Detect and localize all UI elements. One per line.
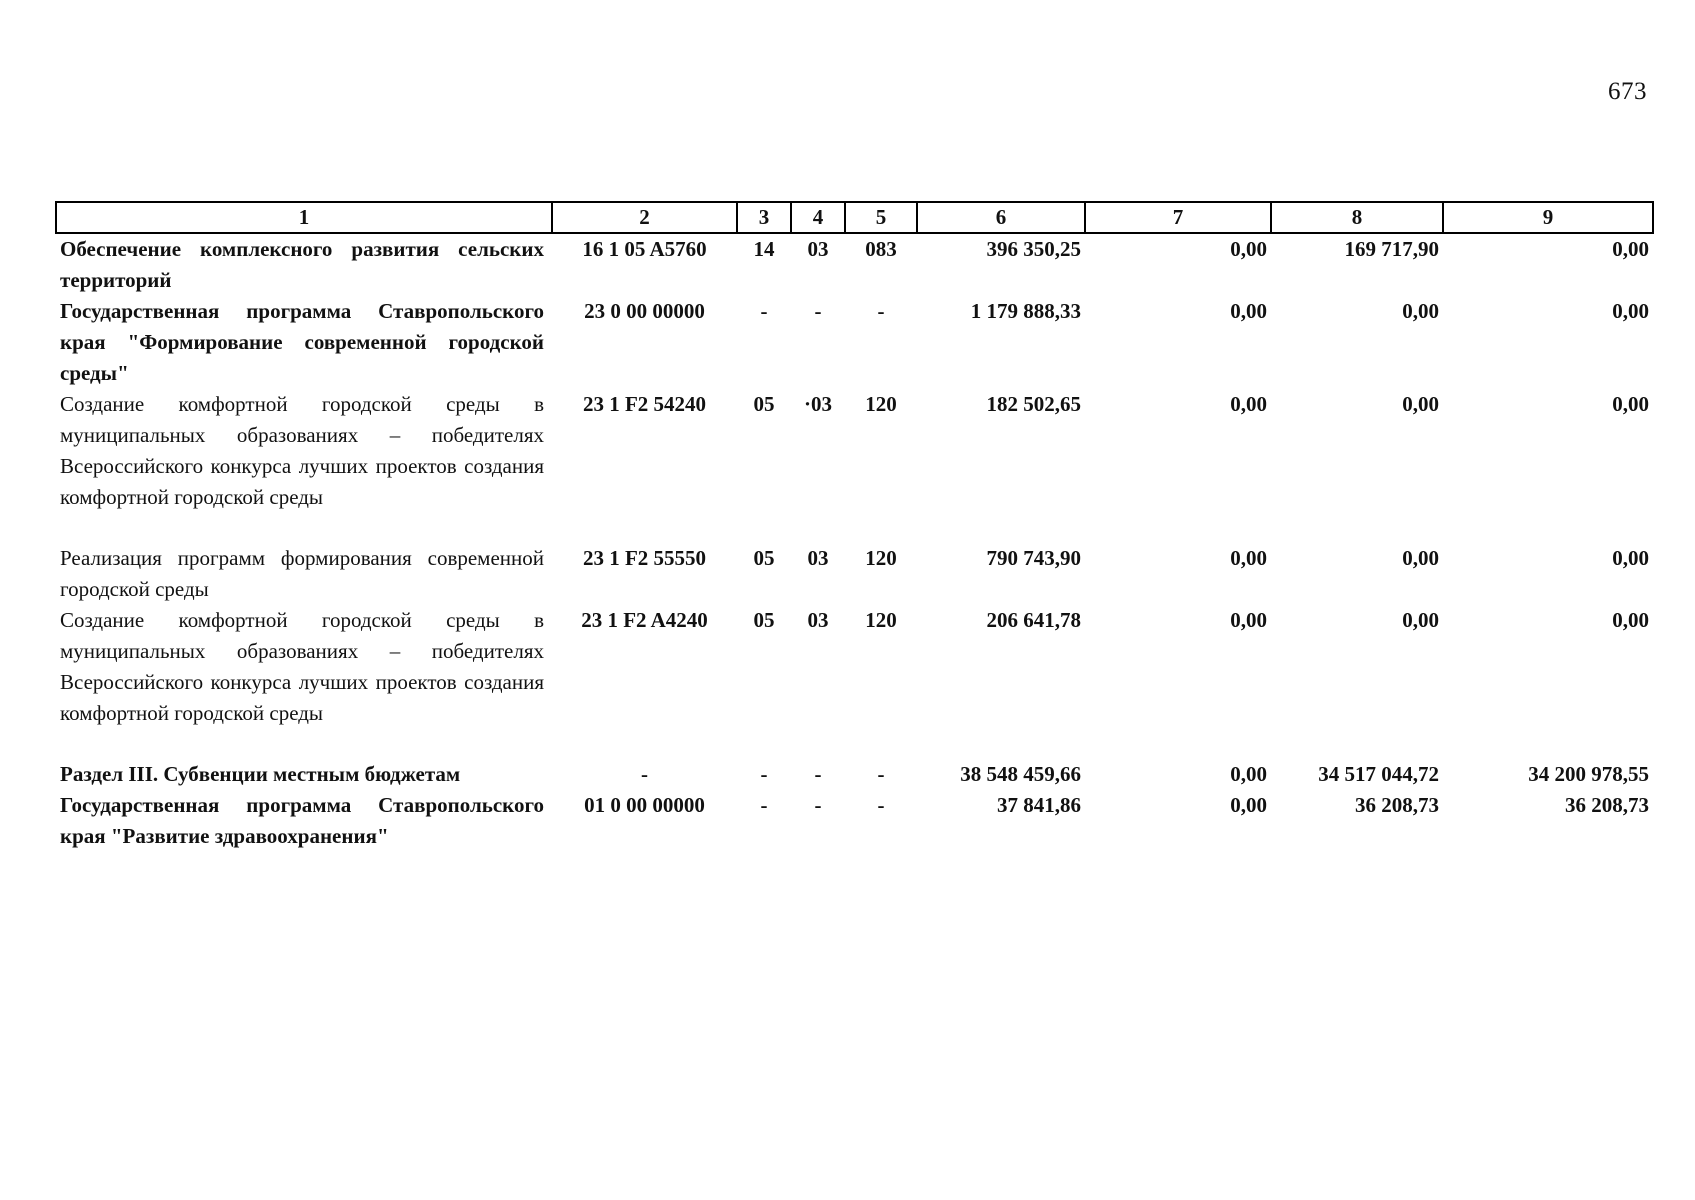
row-amount-9: 0,00	[1612, 299, 1649, 323]
row-code: 01 0 00 00000	[584, 793, 705, 817]
row-subsection: 03	[807, 546, 829, 570]
row-amount-8: 0,00	[1402, 608, 1439, 632]
row-amount-9: 0,00	[1612, 608, 1649, 632]
table-row	[56, 233, 1653, 296]
row-code: 23 0 00 00000	[584, 299, 705, 323]
column-header: 8	[1271, 202, 1443, 233]
row-amount-6: 1 179 888,33	[970, 299, 1081, 323]
row-amount-7: 0,00	[1230, 237, 1267, 261]
row-amount-9: 0,00	[1612, 237, 1649, 261]
row-subsection: 03	[807, 237, 829, 261]
row-amount-9: 0,00	[1612, 392, 1649, 416]
row-name: Создание комфортной городской среды в муниципальных образованиях – победителях Всероссийского конкурса лучших проектов создания комфортной городской среды	[60, 392, 544, 509]
row-subsection: ·03	[803, 392, 832, 416]
column-number-header	[56, 202, 1653, 233]
page-number: 673	[1608, 78, 1647, 105]
row-expense-type: 083	[865, 237, 897, 261]
row-expense-type: 120	[865, 546, 897, 570]
row-amount-8: 0,00	[1402, 392, 1439, 416]
row-name: Реализация программ формирования современной городской среды	[60, 546, 544, 601]
row-section: 14	[753, 237, 775, 261]
row-amount-7: 0,00	[1230, 392, 1267, 416]
table-row	[56, 543, 1653, 605]
row-subsection: -	[814, 299, 822, 323]
row-expense-type: 120	[865, 392, 897, 416]
row-name: Создание комфортной городской среды в муниципальных образованиях – победителях Всероссийского конкурса лучших проектов создания комфортной городской среды	[60, 608, 544, 725]
row-code: 16 1 05 A5760	[582, 237, 707, 261]
column-header: 7	[1085, 202, 1271, 233]
row-name: Государственная программа Ставропольского края "Развитие здравоохранения"	[60, 793, 544, 848]
row-amount-7: 0,00	[1230, 608, 1267, 632]
column-header: 9	[1443, 202, 1653, 233]
row-section: -	[760, 299, 768, 323]
row-amount-9: 0,00	[1612, 546, 1649, 570]
row-code: 23 1 F2 55550	[582, 546, 707, 570]
row-amount-8: 0,00	[1402, 299, 1439, 323]
row-amount-7: 0,00	[1230, 546, 1267, 570]
table-row	[56, 605, 1653, 759]
table-row	[56, 296, 1653, 389]
row-expense-type: 120	[865, 608, 897, 632]
row-code: 23 1 F2 54240	[582, 392, 707, 416]
row-section: 05	[753, 608, 775, 632]
column-header: 1	[56, 202, 552, 233]
row-amount-6: 790 743,90	[986, 546, 1081, 570]
row-amount-9: 34 200 978,55	[1528, 762, 1649, 786]
row-amount-8: 34 517 044,72	[1318, 762, 1439, 786]
row-section: -	[760, 762, 768, 786]
row-amount-7: 0,00	[1230, 762, 1267, 786]
row-amount-6: 38 548 459,66	[960, 762, 1081, 786]
row-subsection: -	[814, 762, 822, 786]
row-expense-type: -	[877, 299, 885, 323]
row-code: 23 1 F2 A4240	[581, 608, 708, 632]
row-amount-6: 206 641,78	[986, 608, 1081, 632]
row-amount-8: 169 717,90	[1344, 237, 1439, 261]
row-name: Раздел III. Субвенции местным бюджетам	[60, 762, 461, 786]
row-subsection: -	[814, 793, 822, 817]
column-header: 5	[845, 202, 917, 233]
column-header: 3	[737, 202, 791, 233]
row-amount-7: 0,00	[1230, 793, 1267, 817]
row-subsection: 03	[807, 608, 829, 632]
row-expense-type: -	[877, 793, 885, 817]
row-name: Обеспечение комплексного развития сельских территорий	[60, 237, 544, 292]
table-row	[56, 790, 1653, 852]
column-header: 2	[552, 202, 737, 233]
row-section: -	[760, 793, 768, 817]
row-amount-6: 396 350,25	[986, 237, 1081, 261]
row-section: 05	[753, 392, 775, 416]
row-amount-7: 0,00	[1230, 299, 1267, 323]
row-expense-type: -	[877, 762, 885, 786]
row-amount-8: 0,00	[1402, 546, 1439, 570]
budget-table	[55, 201, 1654, 852]
row-code: -	[641, 762, 648, 786]
table-row	[56, 389, 1653, 543]
column-header: 6	[917, 202, 1085, 233]
row-amount-9: 36 208,73	[1565, 793, 1649, 817]
row-amount-6: 37 841,86	[997, 793, 1081, 817]
row-amount-8: 36 208,73	[1355, 793, 1439, 817]
row-name: Государственная программа Ставропольского края "Формирование современной городской среды"	[60, 299, 544, 385]
column-header: 4	[791, 202, 845, 233]
table-row	[56, 759, 1653, 790]
row-amount-6: 182 502,65	[986, 392, 1081, 416]
row-section: 05	[753, 546, 775, 570]
